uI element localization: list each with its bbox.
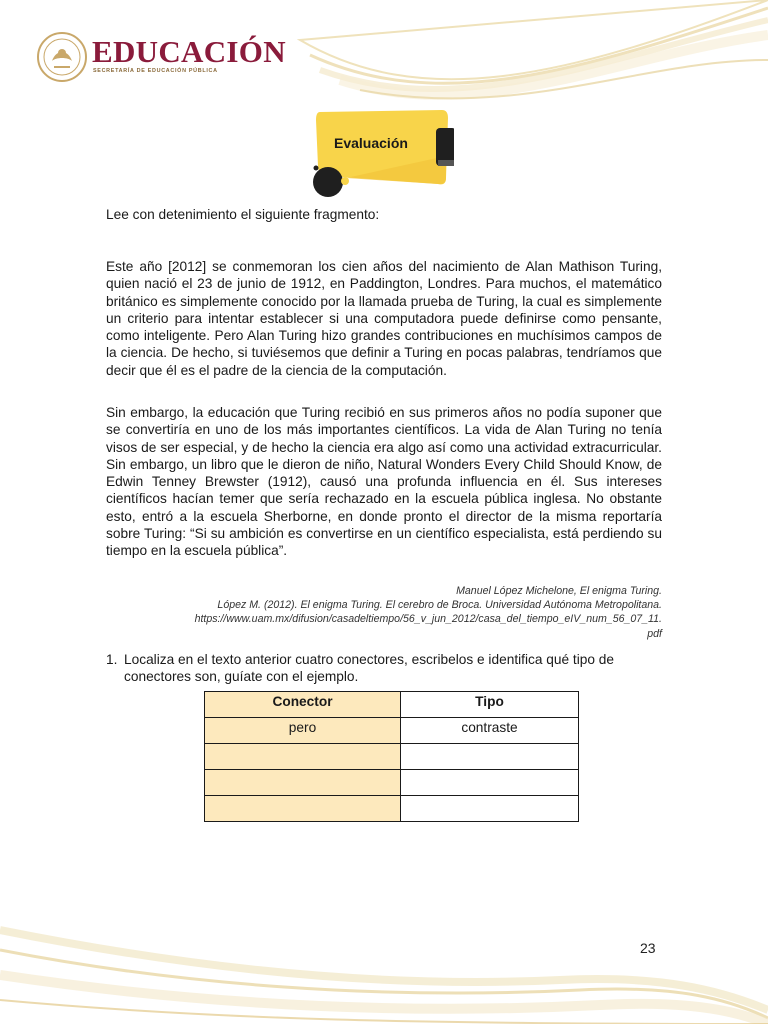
page-number: 23 [640,940,656,956]
table-row [205,796,579,822]
evaluacion-badge [306,106,454,202]
conector-cell[interactable] [205,796,401,822]
citation [106,584,662,641]
paragraph-text: Este año [2012] se conmemoran los cien años del nacimiento de Alan Mathison Turing, quien nació el 23 de junio de 1912, en Paddington, Londres. Para muchos, el matemático británico es simplemente conocido por la llamada prueba de Turing, la cual es simplemente un criterio para intentar establecer si una computadora puede definirse como pensante, como inteligente. Pero Alan Turing hizo grandes contribuciones en muchísimos campos de la ciencia. De hecho, si tuviésemos que definir a Turing en pocas palabras, tendríamos que decir que él es el padre de la ciencia de la computación. [106,259,662,378]
logo-title: EDUCACIÓN [92,34,286,69]
table-header-row [205,692,579,718]
question-text: Localiza en el texto anterior cuatro conectores, escribelos e identifica qué tipo de conectores son, guíate con el ejemplo. [124,652,614,684]
national-seal-icon [36,31,88,83]
paragraph [106,258,662,379]
tipo-cell[interactable] [401,796,579,822]
citation-url: https://www.uam.mx/difusion/casadeltiempo/56_v_jun_2012/casa_del_tiempo_eIV_num_56_07_11. [194,613,662,626]
conector-cell[interactable] [205,744,401,770]
header-tipo: Tipo [401,692,579,718]
logo-subtitle: SECRETARÍA DE EDUCACIÓN PÚBLICA [93,68,218,74]
table-row [205,770,579,796]
paragraph [106,404,662,560]
question-number: 1. [106,652,118,667]
table-row [205,744,579,770]
tipo-cell[interactable]: contraste [401,718,579,744]
educacion-logo [36,31,286,83]
tipo-cell[interactable] [401,770,579,796]
connectors-table [204,691,579,822]
table-row [205,718,579,744]
citation-url-end: pdf [647,627,662,640]
badge-label: Evaluación [334,135,408,151]
citation-author: Manuel López Michelone, El enigma Turing. [456,585,662,597]
header-conector: Conector [205,692,401,718]
conector-cell[interactable] [205,770,401,796]
conector-cell[interactable]: pero [205,718,401,744]
tipo-cell[interactable] [401,744,579,770]
paragraph-text: Sin embargo, la educación que Turing recibió en sus primeros años no podía suponer que se convertiría en uno de los más importantes científicos. La vida de Alan Turing no tenía visos de ser especial, y de hecho la ciencia era algo así como una actividad extracurricular. Sin embargo, un libro que le dieron de niño, Natural Wonders Every Child Should Know, de Edwin Tenney Brewster (1912), causó una profunda influencia en él. Sus intereses científicos hacían temer que sería rechazado en la escuela pública inglesa. No obstante esto, entró a la escuela Sherborne, en donde pronto el director de la misma reportaría sobre Turing: “Si su ambición es convertirse en un científico especialista, está perdiendo su tiempo en la escuela pública”. [106,405,662,559]
intro-text: Lee con detenimiento el siguiente fragmento: [106,207,380,222]
citation-reference: López M. (2012). El enigma Turing. El cerebro de Broca. Universidad Autónoma Metropolitana. [217,599,662,612]
